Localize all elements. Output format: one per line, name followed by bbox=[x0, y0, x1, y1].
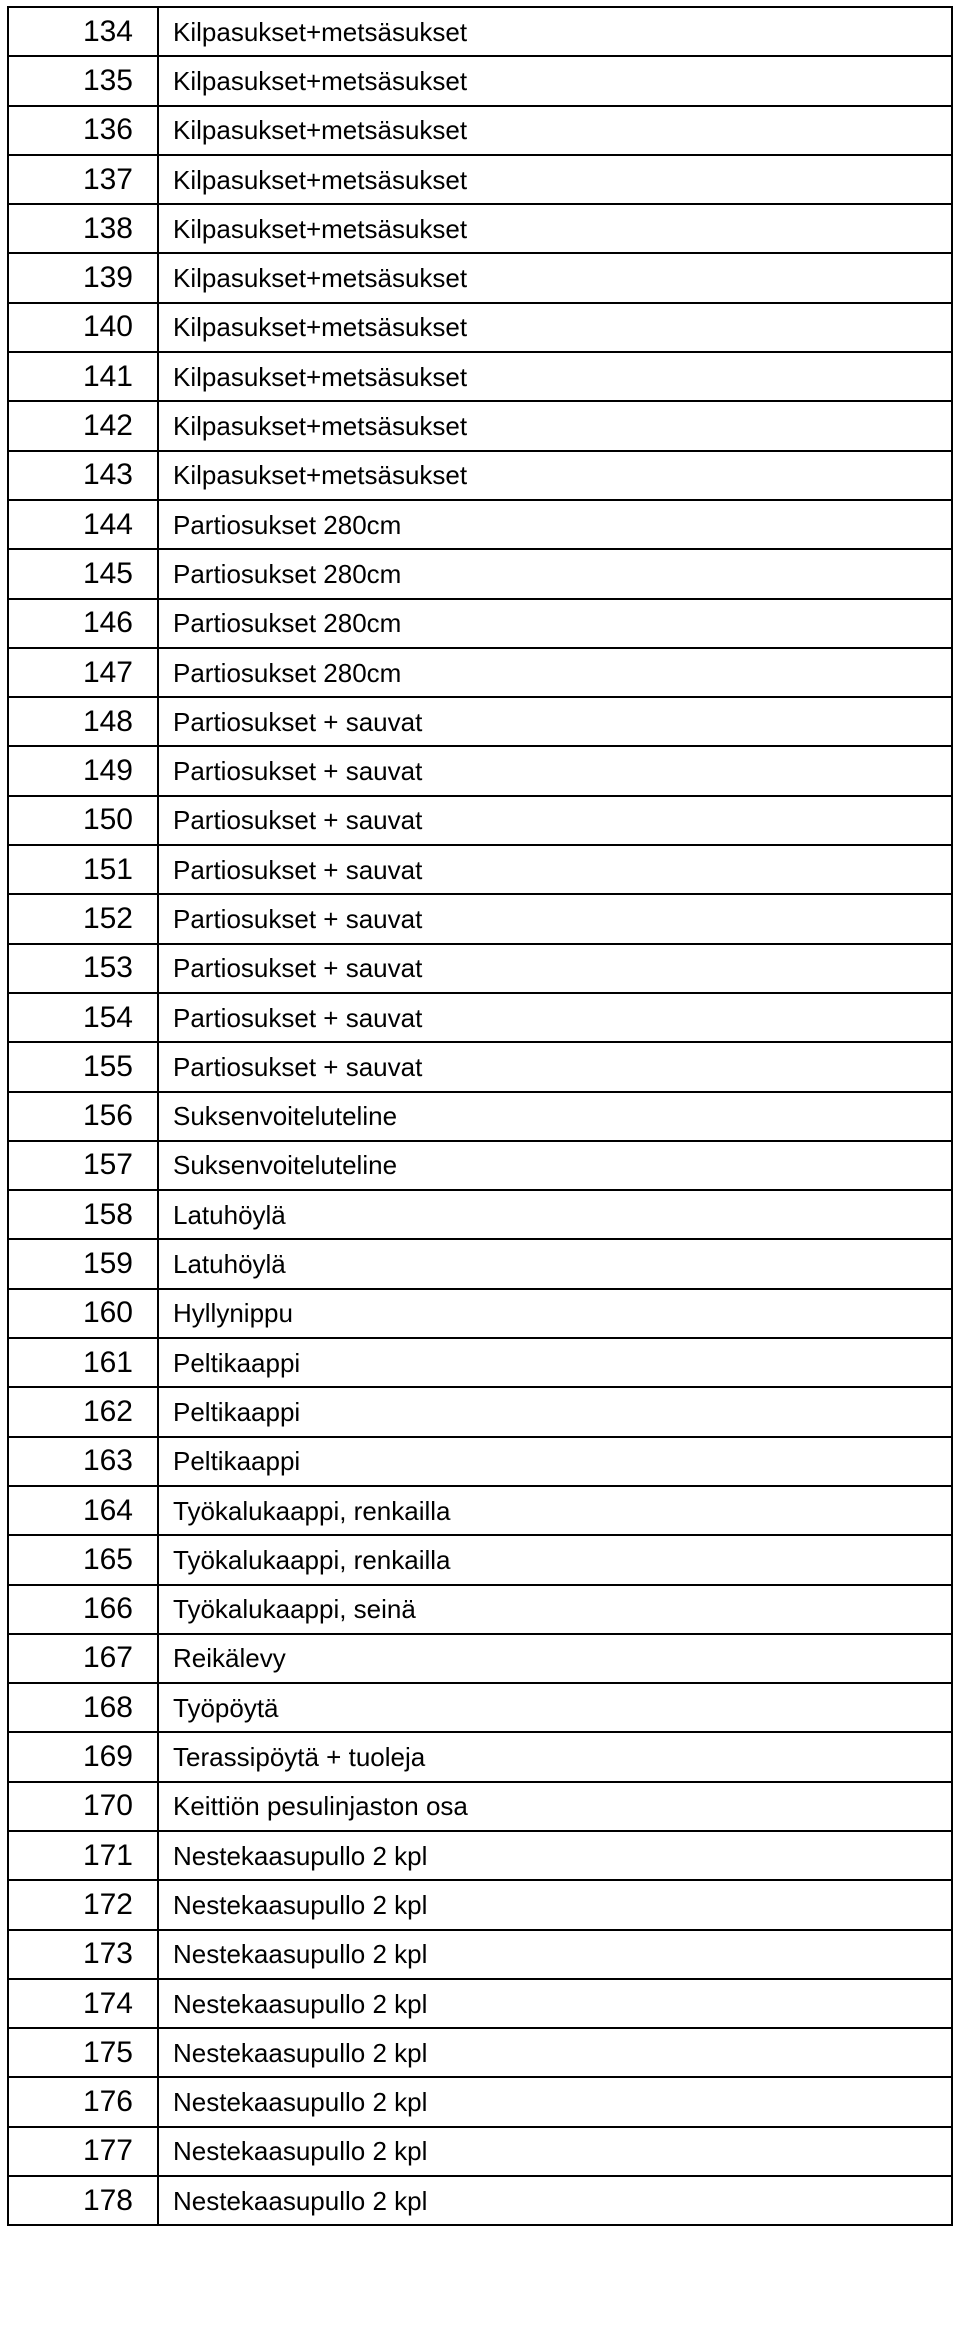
table-row bbox=[8, 648, 952, 697]
item-description: Työkalukaappi, renkailla bbox=[158, 1486, 952, 1535]
item-number: 169 bbox=[8, 1732, 158, 1781]
item-description: Hyllynippu bbox=[158, 1289, 952, 1338]
table-row bbox=[8, 599, 952, 648]
table-row bbox=[8, 1683, 952, 1732]
item-description: Partiosukset + sauvat bbox=[158, 845, 952, 894]
item-description: Terassipöytä + tuoleja bbox=[158, 1732, 952, 1781]
table-row bbox=[8, 1338, 952, 1387]
item-number: 136 bbox=[8, 106, 158, 155]
item-number: 138 bbox=[8, 204, 158, 253]
item-description: Peltikaappi bbox=[158, 1437, 952, 1486]
item-number: 140 bbox=[8, 303, 158, 352]
item-number: 158 bbox=[8, 1190, 158, 1239]
table-row bbox=[8, 845, 952, 894]
table-row bbox=[8, 2176, 952, 2225]
item-number: 135 bbox=[8, 56, 158, 105]
table-row bbox=[8, 1880, 952, 1929]
item-description: Kilpasukset+metsäsukset bbox=[158, 204, 952, 253]
table-row bbox=[8, 1092, 952, 1141]
table-row bbox=[8, 451, 952, 500]
table-row bbox=[8, 1782, 952, 1831]
item-number: 149 bbox=[8, 746, 158, 795]
item-description: Partiosukset 280cm bbox=[158, 599, 952, 648]
item-description: Työpöytä bbox=[158, 1683, 952, 1732]
item-number: 164 bbox=[8, 1486, 158, 1535]
item-description: Partiosukset + sauvat bbox=[158, 944, 952, 993]
inventory-table-body bbox=[8, 7, 952, 2225]
table-row bbox=[8, 303, 952, 352]
item-number: 176 bbox=[8, 2077, 158, 2126]
table-row bbox=[8, 796, 952, 845]
table-row bbox=[8, 204, 952, 253]
table-row bbox=[8, 1979, 952, 2028]
item-number: 151 bbox=[8, 845, 158, 894]
item-description: Nestekaasupullo 2 kpl bbox=[158, 2028, 952, 2077]
item-number: 139 bbox=[8, 253, 158, 302]
table-row bbox=[8, 1535, 952, 1584]
item-number: 162 bbox=[8, 1387, 158, 1436]
item-description: Latuhöylä bbox=[158, 1190, 952, 1239]
item-number: 168 bbox=[8, 1683, 158, 1732]
table-row bbox=[8, 1930, 952, 1979]
item-description: Latuhöylä bbox=[158, 1239, 952, 1288]
item-description: Nestekaasupullo 2 kpl bbox=[158, 2127, 952, 2176]
table-row bbox=[8, 2127, 952, 2176]
table-row bbox=[8, 1585, 952, 1634]
table-row bbox=[8, 106, 952, 155]
item-description: Partiosukset + sauvat bbox=[158, 1042, 952, 1091]
item-number: 134 bbox=[8, 7, 158, 56]
table-row bbox=[8, 1042, 952, 1091]
item-number: 175 bbox=[8, 2028, 158, 2077]
item-description: Kilpasukset+metsäsukset bbox=[158, 7, 952, 56]
table-row bbox=[8, 697, 952, 746]
table-row bbox=[8, 253, 952, 302]
table-row bbox=[8, 2028, 952, 2077]
table-row bbox=[8, 1141, 952, 1190]
item-number: 146 bbox=[8, 599, 158, 648]
item-description: Kilpasukset+metsäsukset bbox=[158, 253, 952, 302]
item-description: Partiosukset + sauvat bbox=[158, 796, 952, 845]
item-number: 147 bbox=[8, 648, 158, 697]
item-number: 166 bbox=[8, 1585, 158, 1634]
table-row bbox=[8, 746, 952, 795]
table-row bbox=[8, 1239, 952, 1288]
item-description: Keittiön pesulinjaston osa bbox=[158, 1782, 952, 1831]
item-description: Nestekaasupullo 2 kpl bbox=[158, 2176, 952, 2225]
table-row bbox=[8, 401, 952, 450]
table-row bbox=[8, 1190, 952, 1239]
table-row bbox=[8, 1634, 952, 1683]
item-number: 160 bbox=[8, 1289, 158, 1338]
table-row bbox=[8, 1387, 952, 1436]
item-description: Nestekaasupullo 2 kpl bbox=[158, 1930, 952, 1979]
item-description: Partiosukset 280cm bbox=[158, 549, 952, 598]
item-description: Partiosukset 280cm bbox=[158, 500, 952, 549]
item-number: 177 bbox=[8, 2127, 158, 2176]
item-description: Partiosukset + sauvat bbox=[158, 697, 952, 746]
table-row bbox=[8, 352, 952, 401]
item-description: Partiosukset 280cm bbox=[158, 648, 952, 697]
table-row bbox=[8, 993, 952, 1042]
item-number: 165 bbox=[8, 1535, 158, 1584]
item-number: 154 bbox=[8, 993, 158, 1042]
item-description: Peltikaappi bbox=[158, 1338, 952, 1387]
table-row bbox=[8, 7, 952, 56]
item-number: 161 bbox=[8, 1338, 158, 1387]
item-number: 142 bbox=[8, 401, 158, 450]
item-description: Työkalukaappi, seinä bbox=[158, 1585, 952, 1634]
item-number: 144 bbox=[8, 500, 158, 549]
item-number: 141 bbox=[8, 352, 158, 401]
item-description: Kilpasukset+metsäsukset bbox=[158, 303, 952, 352]
item-number: 172 bbox=[8, 1880, 158, 1929]
item-number: 143 bbox=[8, 451, 158, 500]
item-number: 170 bbox=[8, 1782, 158, 1831]
item-description: Kilpasukset+metsäsukset bbox=[158, 155, 952, 204]
inventory-table bbox=[7, 6, 953, 2226]
item-number: 148 bbox=[8, 697, 158, 746]
item-number: 167 bbox=[8, 1634, 158, 1683]
item-number: 157 bbox=[8, 1141, 158, 1190]
table-row bbox=[8, 1437, 952, 1486]
table-row bbox=[8, 1732, 952, 1781]
item-description: Nestekaasupullo 2 kpl bbox=[158, 1831, 952, 1880]
item-number: 153 bbox=[8, 944, 158, 993]
item-description: Kilpasukset+metsäsukset bbox=[158, 106, 952, 155]
item-description: Nestekaasupullo 2 kpl bbox=[158, 1979, 952, 2028]
item-number: 159 bbox=[8, 1239, 158, 1288]
item-number: 174 bbox=[8, 1979, 158, 2028]
item-description: Nestekaasupullo 2 kpl bbox=[158, 2077, 952, 2126]
item-description: Partiosukset + sauvat bbox=[158, 993, 952, 1042]
item-description: Suksenvoiteluteline bbox=[158, 1141, 952, 1190]
table-row bbox=[8, 500, 952, 549]
item-number: 150 bbox=[8, 796, 158, 845]
table-row bbox=[8, 56, 952, 105]
table-row bbox=[8, 1486, 952, 1535]
item-number: 137 bbox=[8, 155, 158, 204]
table-row bbox=[8, 155, 952, 204]
item-number: 152 bbox=[8, 894, 158, 943]
item-number: 156 bbox=[8, 1092, 158, 1141]
item-description: Suksenvoiteluteline bbox=[158, 1092, 952, 1141]
item-description: Työkalukaappi, renkailla bbox=[158, 1535, 952, 1584]
item-description: Kilpasukset+metsäsukset bbox=[158, 56, 952, 105]
item-number: 178 bbox=[8, 2176, 158, 2225]
table-row bbox=[8, 549, 952, 598]
item-description: Reikälevy bbox=[158, 1634, 952, 1683]
item-description: Kilpasukset+metsäsukset bbox=[158, 401, 952, 450]
table-row bbox=[8, 894, 952, 943]
item-description: Peltikaappi bbox=[158, 1387, 952, 1436]
item-number: 171 bbox=[8, 1831, 158, 1880]
table-row bbox=[8, 1831, 952, 1880]
item-number: 163 bbox=[8, 1437, 158, 1486]
item-description: Kilpasukset+metsäsukset bbox=[158, 352, 952, 401]
item-description: Partiosukset + sauvat bbox=[158, 894, 952, 943]
table-row bbox=[8, 2077, 952, 2126]
item-description: Kilpasukset+metsäsukset bbox=[158, 451, 952, 500]
item-description: Partiosukset + sauvat bbox=[158, 746, 952, 795]
item-number: 145 bbox=[8, 549, 158, 598]
table-row bbox=[8, 944, 952, 993]
item-description: Nestekaasupullo 2 kpl bbox=[158, 1880, 952, 1929]
table-row bbox=[8, 1289, 952, 1338]
item-number: 155 bbox=[8, 1042, 158, 1091]
item-number: 173 bbox=[8, 1930, 158, 1979]
